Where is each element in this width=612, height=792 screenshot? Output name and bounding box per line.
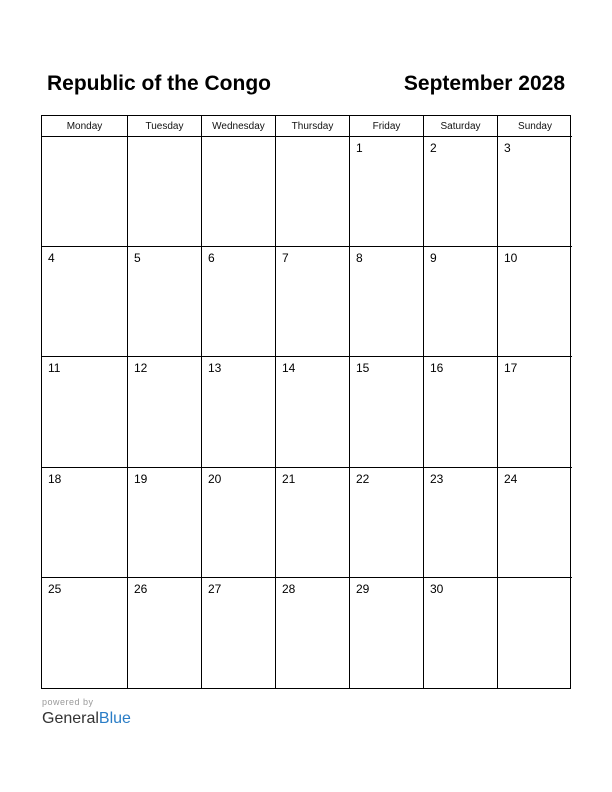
day-cell: 15 [350,357,424,467]
generalblue-logo[interactable] [42,708,131,730]
day-cell: 5 [128,247,202,357]
day-cell [498,578,572,688]
weekday-header-monday: Monday [42,116,128,137]
weekday-header-thursday: Thursday [276,116,350,137]
day-cell: 9 [424,247,498,357]
footer-branding [42,697,131,730]
day-cell: 20 [202,468,276,578]
day-cell [202,137,276,247]
brand-blue-text: Blue [98,710,131,727]
weekday-header-sunday: Sunday [498,116,572,137]
day-cell: 18 [42,468,128,578]
day-cell [276,137,350,247]
day-cell: 19 [128,468,202,578]
day-cell [128,137,202,247]
day-cell: 17 [498,357,572,467]
weekday-header-saturday: Saturday [424,116,498,137]
day-cell: 2 [424,137,498,247]
day-cell: 4 [42,247,128,357]
day-cell: 3 [498,137,572,247]
day-cell: 25 [42,578,128,688]
brand-general-text: General [42,710,99,727]
day-cell: 16 [424,357,498,467]
day-cell [42,137,128,247]
country-title: Republic of the Congo [47,72,271,95]
powered-by-label: powered by [42,697,94,707]
day-cell: 23 [424,468,498,578]
calendar-grid [41,115,571,689]
day-cell: 29 [350,578,424,688]
day-cell: 26 [128,578,202,688]
day-cell: 22 [350,468,424,578]
day-cell: 27 [202,578,276,688]
day-cell: 1 [350,137,424,247]
day-cell: 11 [42,357,128,467]
day-cell: 28 [276,578,350,688]
weekday-header-friday: Friday [350,116,424,137]
weekday-header-tuesday: Tuesday [128,116,202,137]
day-cell: 7 [276,247,350,357]
day-cell: 21 [276,468,350,578]
day-cell: 8 [350,247,424,357]
day-cell: 13 [202,357,276,467]
month-year-title: September 2028 [403,72,565,95]
day-cell: 14 [276,357,350,467]
day-cell: 24 [498,468,572,578]
day-cell: 10 [498,247,572,357]
day-cell: 12 [128,357,202,467]
day-cell: 30 [424,578,498,688]
day-cell: 6 [202,247,276,357]
weekday-header-wednesday: Wednesday [202,116,276,137]
